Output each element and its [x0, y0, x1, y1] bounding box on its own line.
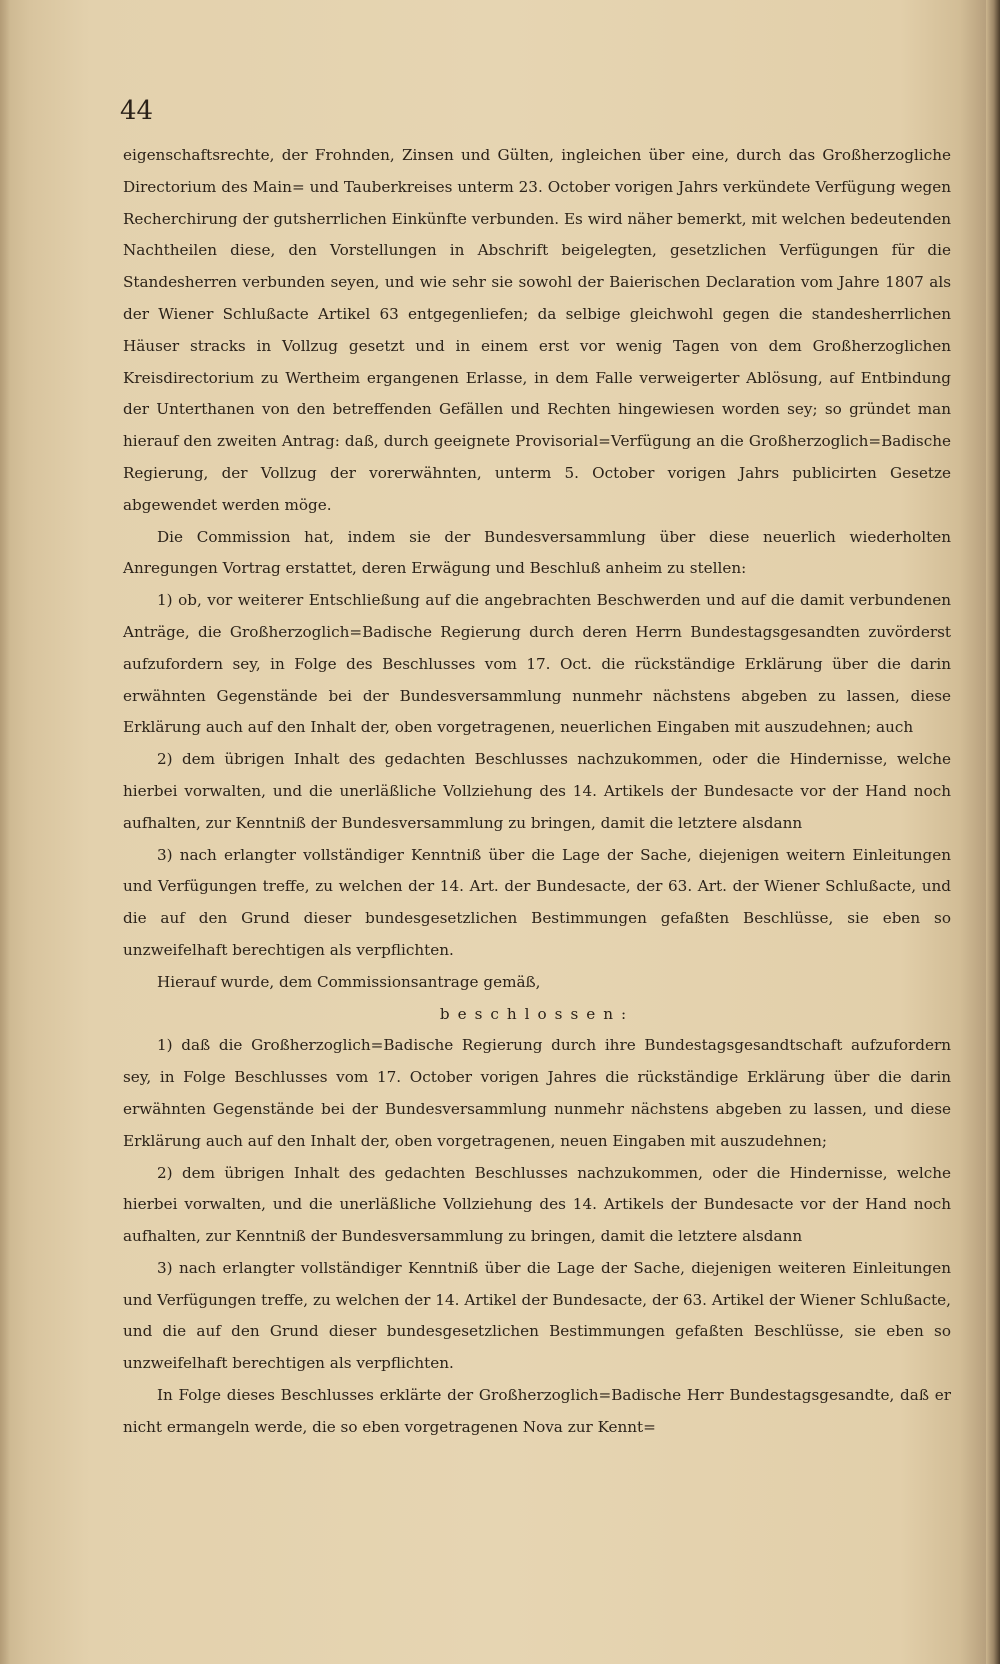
resolution-item-2: 2) dem übrigen Inhalt des gedachten Beschlusses nachzukommen, oder die Hindernisse, welche hierbei vorwalten, und die unerläßliche Vollziehung des 14. Artikels der Bundesacte vor der Hand noch aufhalten, zur Kenntniß der Bundesversammlung zu bringen, damit die letztere alsdann [123, 1163, 951, 1246]
resolution-item-3: 3) nach erlangter vollständiger Kenntniß über die Lage der Sache, diejenigen weiteren Einleitungen und Verfügungen treffe, zu welchen der 14. Artikel der Bundesacte, der 63. Artikel der Wiener Schlußacte, und die auf den Grund dieser bundesgesetzlichen Bestimmungen gefaßten Beschlüsse, sie eben so unzweifelhaft berechtigen als verpflichten. [123, 1258, 951, 1373]
paragraph-commission: Die Commission hat, indem sie der Bundesversammlung über diese neuerlich wiederholten Anregungen Vortrag erstattet, deren Erwägung und Beschluß anheim zu stellen: [123, 527, 951, 578]
proposal-item-3: 3) nach erlangter vollständiger Kenntniß über die Lage der Sache, diejenigen weitern Einleitungen und Verfügungen treffe, zu welchen der 14. Art. der Bundesacte, der 63. Art. der Wiener Schlußacte, und die auf den Grund dieser bundesgesetzlichen Bestimmungen gefaßten Beschlüsse, sie eben so unzweifelhaft berechtigen als verpflichten. [123, 845, 951, 959]
paragraph-hierauf: Hierauf wurde, dem Commissionsantrage gemäß, [157, 972, 541, 991]
proposal-item-2: 2) dem übrigen Inhalt des gedachten Beschlusses nachzukommen, oder die Hindernisse, welche hierbei vorwalten, und die unerläßliche Vollziehung des 14. Artikels der Bundesacte vor der Hand noch aufhalten, zur Kenntniß der Bundesversammlung zu bringen, damit die letztere alsdann [123, 750, 951, 832]
page-number: 44 [120, 96, 154, 126]
page-right-edge [986, 0, 1000, 1664]
paragraph-continuation: eigenschaftsrechte, der Frohnden, Zinsen und Gülten, ingleichen über eine, durch das Großherzogliche Directorium des Main= und Tauberkreises unterm 23. October vorigen Jahrs verkündete Verfügung wegen Recherchirung der gutsherrlichen Einkünfte verbunden. Es wird näher bemerkt, mit welchen bedeutenden Nachtheilen diese, den Vorstellungen in Abschrift beigelegten, gesetzlichen Verfügungen für die Standesherren verbunden seyen, und wie sehr sie sowohl der Baierischen Declaration vom Jahre 1807 als der Wiener Schlußacte Artikel 63 entgegenliefen; da selbige gleichwohl gegen die standesherrlichen Häuser stracks in Vollzug gesetzt und in einem erst vor wenig Tagen von dem Großherzoglichen Kreisdirectorium zu Wertheim ergangenen Erlasse, in dem Falle verweigerter Ablösung, auf Entbindung der Unterthanen von den betreffenden Gefällen und Rechten hingewiesen worden sey; so gründet man hierauf den zweiten Antrag: daß, durch geeignete Provisorial=Verfügung an die Großherzoglich=Badische Regierung, der Vollzug der vorerwähnten, unterm 5. October vorigen Jahrs publicirten Gesetze abgewendet werden möge. [123, 146, 951, 514]
resolution-item-1: 1) daß die Großherzoglich=Badische Regierung durch ihre Bundestagsgesandtschaft aufzufordern sey, in Folge Beschlusses vom 17. October vorigen Jahres die rückständige Erklärung über die darin erwähnten Gegenstände bei der Bundesversammlung nunmehr nächstens abgeben zu lassen, und diese Erklärung auch auf den Inhalt der, oben vorgetragenen, neuen Eingaben mit auszudehnen; [123, 1036, 951, 1150]
proposal-item-1: 1) ob, vor weiterer Entschließung auf die angebrachten Beschwerden und auf die damit verbundenen Anträge, die Großherzoglich=Badische Regierung durch deren Herrn Bundestagsgesandten zuvörderst aufzufordern sey, in Folge des Beschlusses vom 17. Oct. die rückständige Erklärung über die darin erwähnten Gegenstände bei der Bundesversammlung nunmehr nächstens abgeben zu lassen, diese Erklärung auch auf den Inhalt der, oben vorgetragenen, neuerlichen Eingaben mit auszudehnen; auch [123, 591, 951, 737]
paragraph-declaration: In Folge dieses Beschlusses erklärte der Großherzoglich=Badische Herr Bundestagsgesandte, daß er nicht ermangeln werde, die so eben vorgetragenen Nova zur Kennt= [123, 1386, 951, 1436]
body-text [123, 140, 951, 1444]
resolution-heading: beschlossen: [439, 1004, 635, 1023]
page-left-shadow [0, 0, 10, 1664]
